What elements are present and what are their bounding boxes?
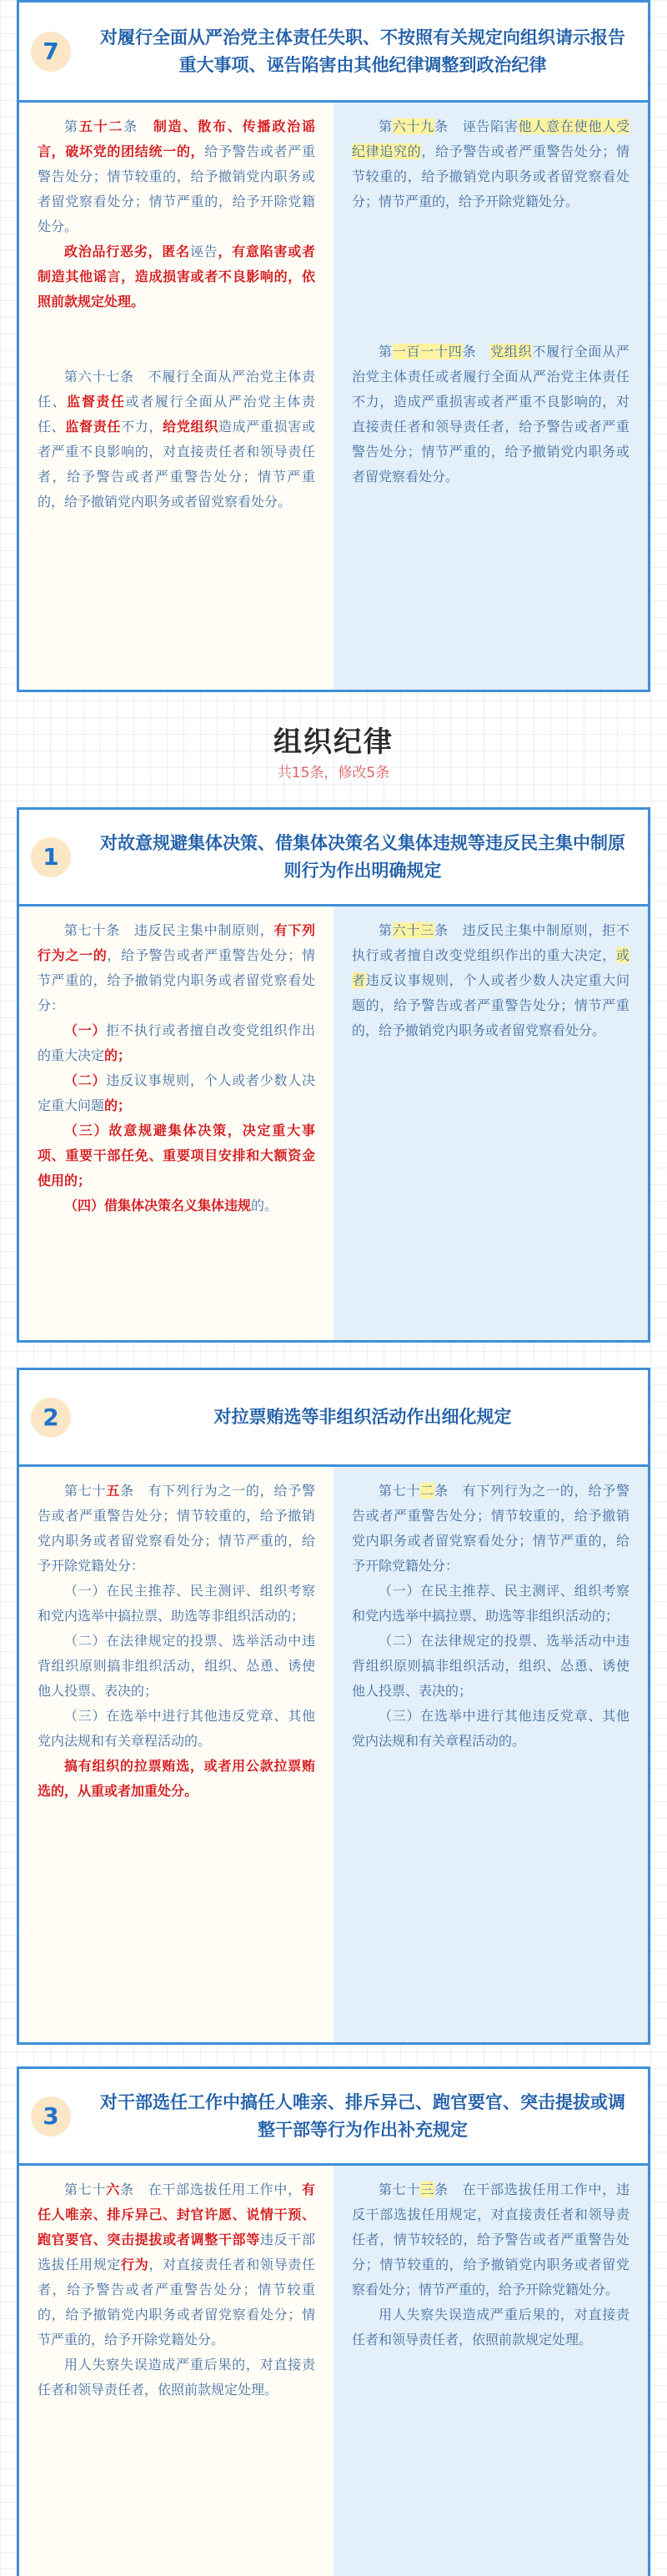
card-number-badge: 7 xyxy=(31,32,71,72)
article-paragraph: 政治品行恶劣，匿名诬告，有意陷害或者制造其他谣言，造成损害或者不良影响的，依照前款规定处理。 xyxy=(38,244,315,309)
card-header xyxy=(19,3,648,103)
new-version-column xyxy=(19,1467,334,2042)
old-version-column xyxy=(334,1467,648,2042)
article-paragraph: 第七十五条 有下列行为之一的，给予警告或者严重警告处分；情节较重的，给予撤销党内职务或者留党察看处分；情节严重的，给予开除党籍处分： xyxy=(38,1483,315,1574)
article-paragraph: 第七十三条 在干部选拔任用工作中，违反干部选拔任用规定，对直接责任者和领导责任者，情节较轻的，给予警告或者严重警告处分；情节较重的，给予撤销党内职务或者留党察看处分；情节严重的，给予开除党籍处分。 xyxy=(352,2182,629,2297)
old-version-column xyxy=(334,103,648,690)
comparison-columns xyxy=(19,2166,648,2576)
section-title: 组织纪律 xyxy=(273,726,394,759)
section-subtitle: 共15条，修改5条 xyxy=(277,765,390,781)
new-version-column xyxy=(19,2166,334,2576)
list-item: （二）在法律规定的投票、选举活动中违背组织原则搞非组织活动，组织、怂恿、诱使他人投票、表决的； xyxy=(352,1633,629,1699)
list-item: （二）违反议事规则，个人或者少数人决定重大问题的； xyxy=(38,1072,315,1113)
article-paragraph: 第七十条 违反民主集中制原则，有下列行为之一的，给予警告或者严重警告处分；情节严重的，给予撤销党内职务或者留党察看处分： xyxy=(38,922,315,1013)
card-article-7 xyxy=(17,0,650,692)
list-item: （三）故意规避集体决策，决定重大事项、重要干部任免、重要项目安排和大额资金使用的； xyxy=(38,1122,315,1188)
article-paragraph: 搞有组织的拉票贿选，或者用公款拉票贿选的，从重或者加重处分。 xyxy=(38,1758,315,1799)
list-item: （一）在民主推荐、民主测评、组织考察和党内选举中搞拉票、助选等非组织活动的； xyxy=(352,1583,629,1624)
list-item: （四）借集体决策名义集体违规的。 xyxy=(64,1198,278,1213)
article-paragraph: 第六十九条 诬告陷害他人意在使他人受纪律追究的，给予警告或者严重警告处分；情节较重的，给予撤销党内职务或者留党察看处分；情节严重的，给予开除党籍处分。 xyxy=(352,118,629,209)
card-number-badge: 3 xyxy=(31,2096,71,2137)
article-paragraph: 第七十六条 在干部选拔任用工作中，有任人唯亲、排斥异己、封官许愿、说情干预、跑官要官、突击提拔或者调整干部等违反干部选拔任用规定行为，对直接责任者和领导责任者，给予警告或者严重警告处分；情节较重的，给予撤销党内职务或者留党察看处分；情节严重的，给予开除党籍处分。 xyxy=(38,2182,315,2348)
card-number-badge: 2 xyxy=(31,1398,71,1438)
card-article-2 xyxy=(17,1368,650,2045)
article-paragraph: 用人失察失误造成严重后果的，对直接责任者和领导责任者，依照前款规定处理。 xyxy=(38,2357,315,2398)
article-paragraph: 第五十二条 制造、散布、传播政治谣言，破坏党的团结统一的，给予警告或者严重警告处分；情节较重的，给予撤销党内职务或者留党察看处分；情节严重的，给予开除党籍处分。 xyxy=(38,118,315,234)
card-header xyxy=(19,2069,648,2166)
article-paragraph: 用人失察失误造成严重后果的，对直接责任者和领导责任者，依照前款规定处理。 xyxy=(352,2307,629,2348)
card-title: 对拉票贿选等非组织活动作出细化规定 xyxy=(213,1407,512,1427)
card-article-1 xyxy=(17,807,650,1343)
new-version-column xyxy=(19,906,334,1340)
card-header xyxy=(19,1370,648,1467)
list-item: （三）在选举中进行其他违反党章、其他党内法规和有关章程活动的。 xyxy=(38,1708,315,1749)
old-version-column xyxy=(334,2166,648,2576)
list-item: （一）拒不执行或者擅自改变党组织作出的重大决定的； xyxy=(38,1022,315,1063)
card-number-badge: 1 xyxy=(31,837,71,877)
comparison-columns xyxy=(19,906,648,1340)
new-version-column xyxy=(19,103,334,690)
old-version-column xyxy=(334,906,648,1340)
card-title: 对干部选任工作中搞任人唯亲、排斥异己、跑官要官、突击提拔或调整干部等行为作出补充规定 xyxy=(100,2091,625,2140)
card-header xyxy=(19,810,648,906)
card-article-3 xyxy=(17,2066,650,2576)
comparison-columns xyxy=(19,1467,648,2042)
card-title: 对履行全面从严治党主体责任失职、不按照有关规定向组织请示报告重大事项、诬告陷害由其他纪律调整到政治纪律 xyxy=(100,27,625,75)
article-paragraph: 第六十三条 违反民主集中制原则，拒不执行或者擅自改变党组织作出的重大决定，或者违反议事规则，个人或者少数人决定重大问题的，给予警告或者严重警告处分；情节严重的，给予撤销党内职务或者留党察看处分。 xyxy=(352,922,629,1038)
article-paragraph: 第一百一十四条 党组织不履行全面从严治党主体责任或者履行全面从严治党主体责任不力，造成严重损害或者严重不良影响的，对直接责任者和领导责任者，给予警告或者严重警告处分；情节严重的，给予撤销党内职务或者留党察看处分。 xyxy=(352,344,629,485)
list-item: （三）在选举中进行其他违反党章、其他党内法规和有关章程活动的。 xyxy=(352,1708,629,1749)
card-title: 对故意规避集体决策、借集体决策名义集体违规等违反民主集中制原则行为作出明确规定 xyxy=(100,832,625,881)
article-paragraph: 第七十二条 有下列行为之一的，给予警告或者严重警告处分；情节较重的，给予撤销党内职务或者留党察看处分；情节严重的，给予开除党籍处分： xyxy=(352,1483,629,1574)
list-item: （二）在法律规定的投票、选举活动中违背组织原则搞非组织活动，组织、怂恿、诱使他人投票、表决的； xyxy=(38,1633,315,1699)
list-item: （一）在民主推荐、民主测评、组织考察和党内选举中搞拉票、助选等非组织活动的； xyxy=(38,1583,315,1624)
comparison-columns xyxy=(19,103,648,690)
article-paragraph: 第六十七条 不履行全面从严治党主体责任、监督责任或者履行全面从严治党主体责任、监督责任不力，给党组织造成严重损害或者严重不良影响的，对直接责任者和领导责任者，给予警告或者严重警告处分；情节严重的，给予撤销党内职务或者留党察看处分。 xyxy=(38,369,315,510)
